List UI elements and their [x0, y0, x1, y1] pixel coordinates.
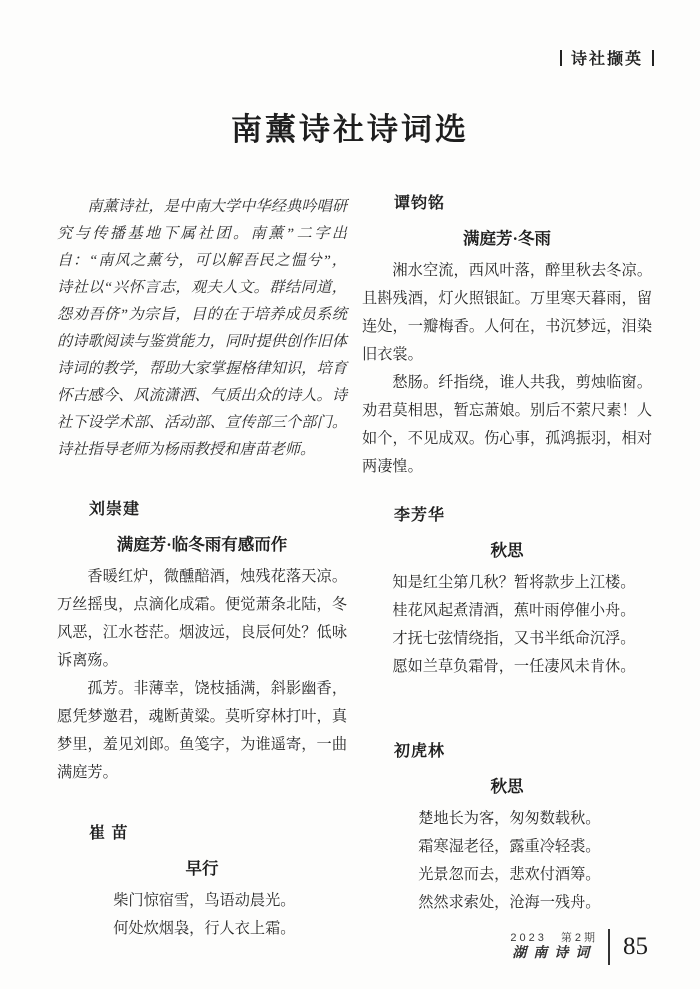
- poem-author: 刘崇建: [89, 501, 141, 518]
- two-column-body: [0, 193, 700, 943]
- page-footer: [510, 929, 648, 965]
- poem-author: 谭钧铭: [394, 195, 446, 212]
- poem-stanza: 孤芳。非薄幸，饶枝插满，斜影幽香，愿凭梦邀君，魂断黄粱。莫听穿林打叶，真梦里，羞见刘郎。鱼笺字，为谁遥寄，一曲满庭芳。: [57, 680, 347, 781]
- page-number: 85: [623, 933, 648, 960]
- poem-line: 才抚七弦情绕指，又书半纸命沉浮。: [392, 630, 636, 647]
- poem-line: 然然求索处，沧海一残舟。: [418, 894, 601, 911]
- poem-line: 何处炊烟袅，行人衣上霜。: [113, 920, 296, 937]
- left-column: [57, 193, 347, 943]
- poem-title: 满庭芳·临冬雨有感而作: [116, 535, 288, 554]
- section-tag: [560, 46, 654, 69]
- tag-left-bar: [560, 50, 562, 66]
- poem-author: 初虎林: [394, 743, 446, 760]
- footer-journal-info: [510, 931, 598, 963]
- poem-line: 知是红尘第几秋？暂将款步上江楼。: [392, 574, 636, 591]
- footer-journal-name: 湖南诗词: [512, 946, 597, 961]
- poem-title: 满庭芳·冬雨: [462, 229, 551, 248]
- poem-stanza: 愁肠。纤指绕，谁人共我，剪烛临窗。劝君莫相思，暂忘萧娘。别后不萦尺素！人如个，不见成双。伤心事，孤鸿振羽，相对两凄惶。: [362, 374, 652, 475]
- poem-line: 光景忽而去，悲欢付酒筹。: [418, 866, 601, 883]
- poem-title: 秋思: [490, 541, 524, 560]
- poem-line: 桂花风起煮清酒，蕉叶雨停催小舟。: [392, 602, 636, 619]
- poem-section-tanjunming: [362, 193, 652, 481]
- poem-section-cuimiao: [57, 823, 347, 943]
- poem-section-chuhulin: [362, 741, 652, 917]
- right-column: [362, 193, 652, 943]
- poem-author: 李芳华: [394, 507, 446, 524]
- poem-section-liuchongjian: [57, 499, 347, 787]
- tag-right-bar: [652, 50, 654, 66]
- society-intro-paragraph: 南薰诗社，是中南大学中华经典吟唱研究与传播基地下属社团。南薰”二字出自：“南风之薰兮，可以解吾民之愠兮”，诗社以“兴怀言志，观夫人文。群结同道，怨劝吾侪”为宗旨，目的在于培养成员系统的诗歌阅读与鉴赏能力，同时提供创作旧体诗词的教学，帮助大家掌握格律知识，培育怀古感今、风流潇洒、气质出众的诗人。诗社下设学术部、活动部、宣传部三个部门。诗社指导老师为杨雨教授和唐苗老师。: [57, 198, 347, 458]
- poem-stanza: 湘水空流，西风叶落，醉里秋去冬凉。且斟残酒，灯火照银缸。万里寒天暮雨，留连处，一瓣梅香。人何在，书沉梦远，泪染旧衣裳。: [362, 262, 652, 363]
- poem-title: 秋思: [490, 777, 524, 796]
- poem-line: 柴门惊宿雪，鸟语动晨光。: [113, 892, 296, 909]
- footer-divider: [608, 929, 610, 965]
- section-tag-label: 诗社撷英: [570, 51, 643, 68]
- poem-title: 早行: [185, 859, 219, 878]
- poem-line: 愿如兰草负霜骨，一任凄风未肯休。: [392, 658, 636, 675]
- poem-stanza: 香暖红炉，微醺醅酒，烛残花落天凉。万丝摇曳，点滴化成霜。便觉萧条北陆，冬风恶，江水苍茫。烟波远，良辰何处？低咏诉离殇。: [57, 568, 347, 669]
- page-title: 南薰诗社诗词选: [231, 112, 469, 147]
- footer-issue: 2023 第2期: [510, 932, 598, 944]
- poem-section-lifanghua: [362, 505, 652, 681]
- poem-line: 楚地长为客，匆匆数载秋。: [418, 810, 601, 827]
- poem-author: 崔 苗: [89, 825, 129, 842]
- poem-line: 霜寒湿老径，露重冷轻裘。: [418, 838, 601, 855]
